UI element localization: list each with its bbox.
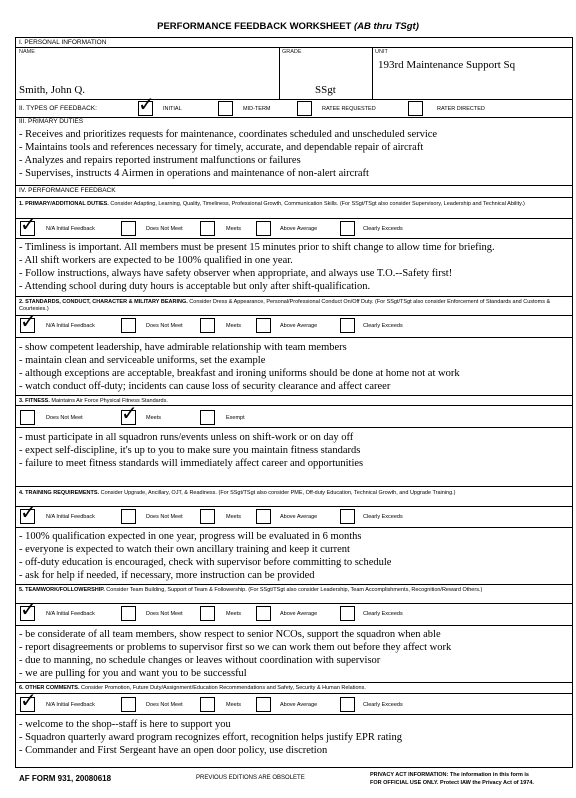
item2-rating-above-average-checkbox[interactable] [256, 318, 271, 333]
checkmark-icon: ✓ [20, 688, 37, 712]
comment-line: - everyone is expected to watch their own ancillary training and keep it current [19, 544, 350, 555]
divider [15, 527, 573, 528]
item3-rating-exempt-label: Exempt [226, 415, 245, 421]
type-checkbox-rater-directed[interactable] [408, 101, 423, 116]
item3-heading: 3. FITNESS. [19, 398, 50, 404]
type-checkbox-midterm[interactable] [218, 101, 233, 116]
item6-rating-does-not-meet-checkbox[interactable] [121, 697, 136, 712]
item2-rating-does-not-meet-label: Does Not Meet [146, 323, 183, 329]
item1-title [19, 201, 567, 208]
divider [15, 197, 573, 198]
comment-line: - welcome to the shop--staff is here to support you [19, 719, 231, 730]
item1-rating-clearly-exceeds-checkbox[interactable] [340, 221, 355, 236]
comment-line: - maintain clean and serviceable uniforms, set the example [19, 355, 266, 366]
item1-rating-does-not-meet-checkbox[interactable] [121, 221, 136, 236]
item4-rating-meets-label: Meets [226, 514, 241, 520]
divider [15, 714, 573, 715]
item2-rating-clearly-exceeds-checkbox[interactable] [340, 318, 355, 333]
divider [15, 296, 573, 297]
item5-rating-above-average-label: Above Average [280, 611, 318, 617]
item6-rating-meets-checkbox[interactable] [200, 697, 215, 712]
comment-line: - off-duty education is encouraged, check with supervisor before committing to schedule [19, 557, 392, 568]
item5-rating-clearly-exceeds-checkbox[interactable] [340, 606, 355, 621]
item3-rating-exempt-checkbox[interactable] [200, 410, 215, 425]
item1-rating-above-average-checkbox[interactable] [256, 221, 271, 236]
comment-line: - report disagreements or problems to supervisor first so we can work them out before they affect work [19, 642, 452, 653]
item5-rating-na-label: N/A Initial Feedback [46, 611, 95, 617]
unit-field[interactable]: 193rd Maintenance Support Sq [378, 59, 516, 71]
divider [15, 427, 573, 428]
item4-rating-does-not-meet-checkbox[interactable] [121, 509, 136, 524]
comment-line: - watch conduct off-duty; incidents can cause loss of security clearance and affect career [19, 381, 391, 392]
item1-rating-above-average-label: Above Average [280, 226, 318, 232]
comment-line: - due to manning, no schedule changes or leaves without coordination with supervisor [19, 655, 381, 666]
item1-rating-clearly-exceeds-label: Clearly Exceeds [363, 226, 403, 232]
item3-rating-does-not-meet-label: Does Not Meet [46, 415, 83, 421]
duties-text[interactable] [19, 128, 571, 180]
comment-line: - Follow instructions, always have safety observer when appropriate, and always use T.O.--Safety first! [19, 268, 453, 279]
duty-line: - Maintains tools and references necessary for timely, accurate, and dependable repair of aircraft [19, 142, 424, 153]
item1-description: Consider Adapting, Learning, Quality, Timeliness, Professional Growth, Communication Skills. (For SSgt/TSgt also consider Supervisory, Leadership and Technical Ability.) [108, 201, 525, 207]
item4-rating-above-average-checkbox[interactable] [256, 509, 271, 524]
item2-rating-na-label: N/A Initial Feedback [46, 323, 95, 329]
item6-rating-above-average-label: Above Average [280, 702, 318, 708]
item3-description: Maintains Air Force Physical Fitness Standards. [49, 398, 168, 404]
item3-comments[interactable] [19, 431, 571, 470]
type-label-ratee-requested: RATEE REQUESTED [322, 106, 376, 112]
checkmark-icon: ✓ [20, 309, 37, 333]
item4-rating-above-average-label: Above Average [280, 514, 318, 520]
item2-rating-na-checkbox[interactable] [20, 309, 37, 333]
divider [15, 395, 573, 396]
item4-rating-na-checkbox[interactable] [20, 500, 37, 524]
divider [15, 337, 573, 338]
item3-rating-meets-checkbox[interactable] [121, 401, 138, 425]
name-field[interactable]: Smith, John Q. [19, 84, 86, 96]
privacy-line-1: PRIVACY ACT INFORMATION: The information in this form is [370, 772, 529, 778]
form-title-sub: (AB thru TSgt) [353, 21, 419, 32]
item5-description: Consider Team Building, Support of Team & Followership. (For SSgt/TSgt also consider Leadership, Team Accomplishments, Recognition/Reward Others.) [104, 587, 483, 593]
divider [15, 47, 573, 48]
unit-divider [372, 47, 373, 99]
item4-rating-does-not-meet-label: Does Not Meet [146, 514, 183, 520]
type-checkbox-initial[interactable] [138, 92, 155, 116]
comment-line: - ask for help if needed, if necessary, more instruction can be provided [19, 570, 315, 581]
item5-rating-above-average-checkbox[interactable] [256, 606, 271, 621]
form-title-main: PERFORMANCE FEEDBACK WORKSHEET [157, 21, 352, 32]
item2-title [19, 299, 567, 312]
item4-comments[interactable] [19, 530, 571, 582]
item4-title [19, 490, 567, 497]
comment-line: - All shift workers are expected to be 100% qualified in one year. [19, 255, 293, 266]
item3-rating-does-not-meet-checkbox[interactable] [20, 410, 35, 425]
item4-description: Consider Upgrade, Ancillary, OJT, & Readiness. (For SSgt/TSgt also consider PME, Off-duty Education, Technical Growth, and Upgrade Training.) [99, 490, 456, 496]
item6-rating-na-checkbox[interactable] [20, 688, 37, 712]
item6-rating-does-not-meet-label: Does Not Meet [146, 702, 183, 708]
item6-rating-clearly-exceeds-label: Clearly Exceeds [363, 702, 403, 708]
divider [15, 315, 573, 316]
item1-rating-meets-label: Meets [226, 226, 241, 232]
item2-comments[interactable] [19, 341, 571, 393]
item6-title [19, 685, 567, 692]
type-label-initial: INITIAL [163, 106, 182, 112]
form-number: AF FORM 931, 20080618 [19, 774, 112, 783]
name-label: NAME [19, 49, 35, 55]
item5-rating-does-not-meet-checkbox[interactable] [121, 606, 136, 621]
item4-rating-clearly-exceeds-label: Clearly Exceeds [363, 514, 403, 520]
divider [15, 584, 573, 585]
previous-editions-notice: PREVIOUS EDITIONS ARE OBSOLETE [196, 775, 305, 781]
item5-rating-na-checkbox[interactable] [20, 597, 37, 621]
item6-rating-above-average-checkbox[interactable] [256, 697, 271, 712]
divider [15, 693, 573, 694]
item6-description: Consider Promotion, Future Duty/Assignment/Education Recommendations and Safety, Security & Human Relations. [79, 685, 366, 691]
item5-rating-meets-checkbox[interactable] [200, 606, 215, 621]
comment-line: - must participate in all squadron runs/events unless on shift-work or on day off [19, 432, 354, 443]
checkmark-icon: ✓ [121, 401, 138, 425]
type-label-rater-directed: RATER DIRECTED [437, 106, 485, 112]
item5-title [19, 587, 567, 594]
item1-rating-na-checkbox[interactable] [20, 212, 37, 236]
item6-heading: 6. OTHER COMMENTS. [19, 685, 80, 691]
item4-heading: 4. TRAINING REQUIREMENTS. [19, 490, 100, 496]
item2-rating-meets-checkbox[interactable] [200, 318, 215, 333]
item1-rating-na-label: N/A Initial Feedback [46, 226, 95, 232]
comment-line: - expect self-discipline, it's up to you to make sure you maintain fitness standards [19, 445, 361, 456]
divider [15, 117, 573, 118]
item3-title [19, 398, 567, 405]
divider [15, 238, 573, 239]
item6-rating-na-label: N/A Initial Feedback [46, 702, 95, 708]
comment-line: - we are pulling for you and want you to be successful [19, 668, 247, 679]
item5-comments[interactable] [19, 628, 571, 680]
divider [15, 185, 573, 186]
performance-header: IV. PERFORMANCE FEEDBACK [19, 187, 116, 194]
item2-rating-meets-label: Meets [226, 323, 241, 329]
comment-line: - be considerate of all team members, show respect to senior NCOs, support the squadron when able [19, 629, 441, 640]
divider [15, 682, 573, 683]
comment-line: - 100% qualification expected in one year, progress will be evaluated in 6 months [19, 531, 362, 542]
unit-label: UNIT [375, 49, 388, 55]
item1-comments[interactable] [19, 241, 571, 293]
duty-line: - Supervises, instructs 4 Airmen in operations and maintenance of non-alert aircraft [19, 168, 369, 179]
comment-line: - failure to meet fitness standards will immediately affect career and opportunities [19, 458, 364, 469]
item4-rating-clearly-exceeds-checkbox[interactable] [340, 509, 355, 524]
item2-rating-does-not-meet-checkbox[interactable] [121, 318, 136, 333]
item2-heading: 2. STANDARDS, CONDUCT, CHARACTER & MILITARY BEARING. [19, 299, 188, 305]
divider [15, 625, 573, 626]
divider [15, 405, 573, 406]
comment-line: - Squadron quarterly award program recognizes effort, recognition helps justify EPR rating [19, 732, 402, 743]
comment-line: - Attending school during duty hours is acceptable but only after shift-qualification. [19, 281, 371, 292]
divider [15, 486, 573, 487]
grade-label: GRADE [282, 49, 302, 55]
privacy-line-2: FOR OFFICIAL USE ONLY. Protect IAW the Privacy Act of 1974. [370, 780, 534, 786]
comment-line: - Commander and First Sergeant have an open door policy, use discretion [19, 745, 328, 756]
type-checkbox-ratee-requested[interactable] [297, 101, 312, 116]
item5-heading: 5. TEAMWORK/FOLLOWERSHIP. [19, 587, 105, 593]
duties-header: III. PRIMARY DUTIES [19, 118, 84, 125]
type-label-midterm: MID-TERM [243, 106, 271, 112]
checkmark-icon: ✓ [138, 92, 155, 116]
comment-line: - show competent leadership, have admirable relationship with team members [19, 342, 347, 353]
personal-header: I. PERSONAL INFORMATION [19, 39, 107, 46]
types-label: II. TYPES OF FEEDBACK: [19, 105, 97, 112]
form-title [0, 21, 576, 32]
grade-field[interactable]: SSgt [315, 84, 336, 96]
grade-divider [279, 47, 280, 99]
divider [15, 99, 573, 100]
item2-rating-above-average-label: Above Average [280, 323, 318, 329]
divider [15, 603, 573, 604]
item6-rating-clearly-exceeds-checkbox[interactable] [340, 697, 355, 712]
item1-rating-does-not-meet-label: Does Not Meet [146, 226, 183, 232]
item6-rating-meets-label: Meets [226, 702, 241, 708]
checkmark-icon: ✓ [20, 500, 37, 524]
divider [15, 218, 573, 219]
item2-rating-clearly-exceeds-label: Clearly Exceeds [363, 323, 403, 329]
comment-line: - Timliness is important. All members must be present 15 minutes prior to shift change to allow time for briefing. [19, 242, 495, 253]
duty-line: - Analyzes and repairs reported instrument malfunctions or failures [19, 155, 301, 166]
item5-rating-meets-label: Meets [226, 611, 241, 617]
item5-rating-does-not-meet-label: Does Not Meet [146, 611, 183, 617]
item2-description: Consider Dress & Appearance, Personal/Professional Conduct On/Off Duty. (For SSgt/TSgt also consider Enforcement of Standards and Customs & Courtesies.) [19, 299, 551, 312]
item1-rating-meets-checkbox[interactable] [200, 221, 215, 236]
item5-rating-clearly-exceeds-label: Clearly Exceeds [363, 611, 403, 617]
divider [15, 506, 573, 507]
item6-comments[interactable] [19, 718, 571, 757]
item4-rating-na-label: N/A Initial Feedback [46, 514, 95, 520]
comment-line: - although exceptions are acceptable, breakfast and ironing uniforms should be done at home not at work [19, 368, 460, 379]
item3-rating-meets-label: Meets [146, 415, 161, 421]
duty-line: - Receives and prioritizes requests for maintenance, coordinates scheduled and unscheduled service [19, 129, 438, 140]
item4-rating-meets-checkbox[interactable] [200, 509, 215, 524]
checkmark-icon: ✓ [20, 212, 37, 236]
item1-heading: 1. PRIMARY/ADDITIONAL DUTIES. [19, 201, 109, 207]
checkmark-icon: ✓ [20, 597, 37, 621]
